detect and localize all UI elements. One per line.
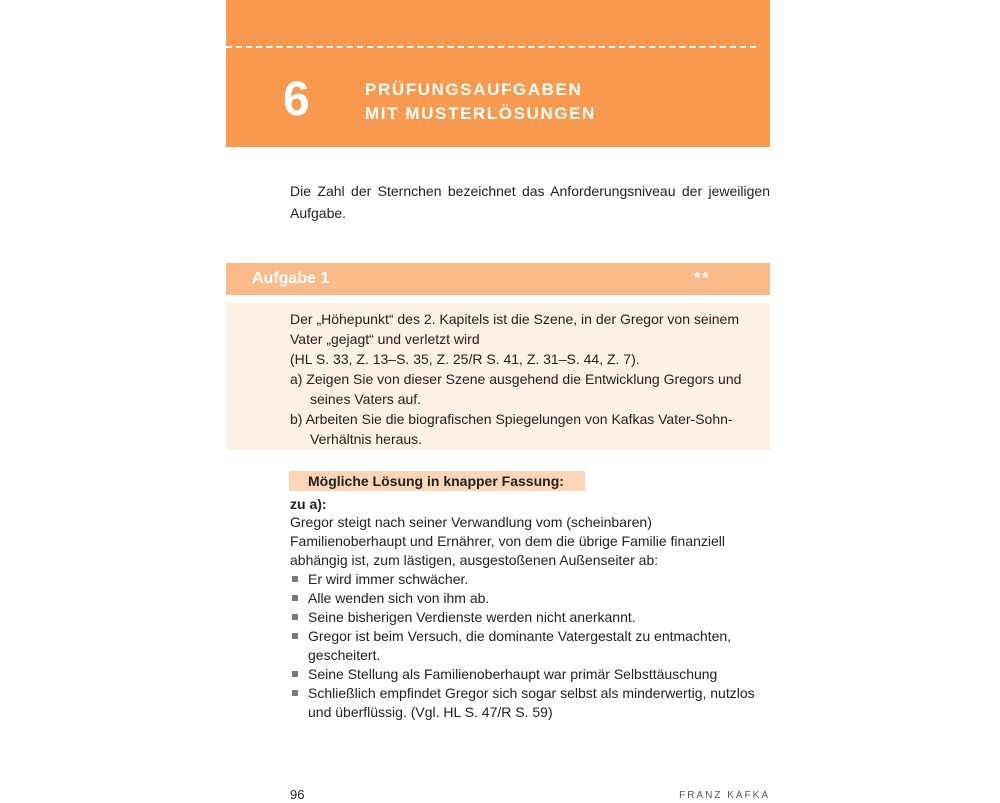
solution-label: Mögliche Lösung in knapper Fassung: — [308, 473, 564, 489]
solution-body — [290, 513, 770, 722]
list-item — [290, 589, 770, 608]
bullet-square-icon — [292, 633, 298, 639]
solution-paragraph: Gregor steigt nach seiner Verwandlung vom (scheinbaren) Familienoberhaupt und Ernährer, von dem die übrige Familie finanziell abhängig ist, zum lästigen, ausgestoßenen Außenseiter ab: — [290, 514, 726, 568]
list-item-text: Schließlich empfindet Gregor sich sogar selbst als minderwertig, nutzlos und überflüssig. (Vgl. HL S. 47/R S. 59) — [308, 685, 755, 720]
task-title: Aufgabe 1 — [252, 270, 330, 287]
solution-bullet-list — [290, 570, 770, 722]
task-item-b: b) Arbeiten Sie die biografischen Spiegelungen von Kafkas Vater-Sohn-Verhältnis heraus. — [290, 411, 733, 447]
task-intro: Der „Höhepunkt“ des 2. Kapitels ist die Szene, in der Gregor von seinem Vater „gejagt“ und verletzt wird — [290, 311, 740, 347]
chapter-title-line-2: MIT MUSTERLÖSUNGEN — [365, 104, 596, 123]
list-item-text: Seine Stellung als Familienoberhaupt war primär Selbsttäuschung — [308, 666, 718, 682]
bullet-square-icon — [292, 576, 298, 582]
task-item-a: a) Zeigen Sie von dieser Szene ausgehend die Entwicklung Gregors und seines Vaters auf. — [290, 371, 742, 407]
bullet-square-icon — [292, 690, 298, 696]
list-item-text: Er wird immer schwächer. — [308, 571, 469, 587]
list-item — [290, 627, 770, 665]
running-footer: FRANZ KAFKA — [679, 790, 770, 801]
list-item — [290, 665, 770, 684]
difficulty-stars-text: ** — [694, 270, 711, 287]
list-item-text: Gregor ist beim Versuch, die dominante Vatergestalt zu entmachten, gescheitert. — [308, 628, 732, 663]
difficulty-stars — [694, 268, 710, 290]
list-item — [290, 608, 770, 627]
task-reference: (HL S. 33, Z. 13–S. 35, Z. 25/R S. 41, Z. 31–S. 44, Z. 7). — [290, 351, 640, 367]
chapter-title — [365, 78, 596, 126]
list-item-text: Alle wenden sich von ihm ab. — [308, 590, 490, 606]
list-item — [290, 684, 770, 722]
list-item-text: Seine bisherigen Verdienste werden nicht anerkannt. — [308, 609, 636, 625]
bullet-square-icon — [292, 595, 298, 601]
chapter-number: 6 — [283, 73, 310, 126]
list-item — [290, 570, 770, 589]
page-number: 96 — [290, 787, 305, 802]
chapter-title-line-1: PRÜFUNGSAUFGABEN — [365, 80, 583, 99]
dashed-divider — [226, 46, 756, 48]
bullet-square-icon — [292, 614, 298, 620]
task-text — [290, 309, 768, 449]
intro-paragraph: Die Zahl der Sternchen bezeichnet das Anforderungsniveau der jeweiligen Aufgabe. — [290, 183, 770, 221]
bullet-square-icon — [292, 671, 298, 677]
solution-part-label: zu a): — [290, 496, 327, 512]
